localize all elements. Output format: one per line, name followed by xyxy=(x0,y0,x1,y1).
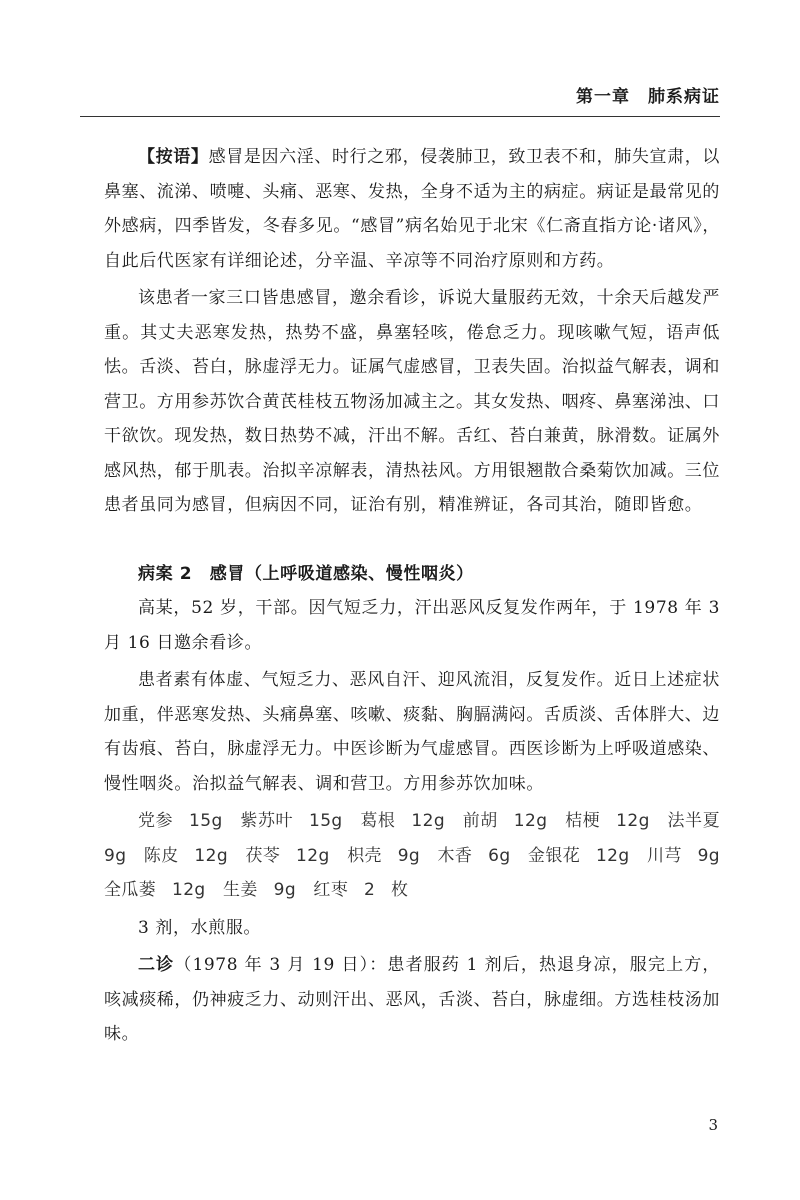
case-analysis-paragraph: 该患者一家三口皆患感冒，邀余看诊，诉说大量服药无效，十余天后越发严重。其丈夫恶寒发热，热势不盛，鼻塞轻咳，倦怠乏力。现咳嗽气短，语声低怯。舌淡、苔白，脉虚浮无力。证属气虚感冒，卫表失固。治拟益气解表，调和营卫。方用参苏饮合黄芪桂枝五物汤加减主之。其女发热、咽疼、鼻塞涕浊、口干欲饮。现发热，数日热势不减，汗出不解。舌红、苔白兼黄，脉滑数。证属外感风热，郁于肌表。治拟辛凉解表，清热祛风。方用银翘散合桑菊饮加减。三位患者虽同为感冒，但病因不同，证治有别，精准辨证，各司其治，随即皆愈。 xyxy=(104,288,720,515)
second-visit-label: 二诊 xyxy=(138,955,175,975)
commentary-label: 【按语】 xyxy=(138,147,209,167)
commentary-paragraph xyxy=(104,140,720,278)
page-content xyxy=(104,140,738,1052)
case-symptoms-paragraph: 患者素有体虚、气短乏力、恶风自汗、迎风流泪，反复发作。近日上述症状加重，伴恶寒发热、头痛鼻塞、咳嗽、痰黏、胸膈满闷。舌质淡、舌体胖大、边有齿痕、苔白，脉虚浮无力。中医诊断为气虚感冒。西医诊断为上呼吸道感染、慢性咽炎。治拟益气解表、调和营卫。方用参苏饮加味。 xyxy=(104,670,720,794)
prescription-text: 党参 15g 紫苏叶 15g 葛根 12g 前胡 12g 桔梗 12g 法半夏 9g 陈皮 12g 茯苓 12g 枳壳 9g 木香 6g 金银花 12g 川芎 9g 全瓜蒌 12g 生姜 9g 红枣 2 枚 xyxy=(104,811,738,900)
case-intro-paragraph: 高某，52 岁，干部。因气短乏力，汗出恶风反复发作两年，于 1978 年 3 月 16 日邀余看诊。 xyxy=(104,598,720,653)
running-head xyxy=(80,86,720,117)
second-visit-paragraph xyxy=(104,948,720,1052)
prescription-block xyxy=(104,804,738,908)
dosage-line: 3 剂，水煎服。 xyxy=(138,917,262,938)
page-number: 3 xyxy=(708,1116,718,1134)
second-visit-text: （1978 年 3 月 19 日）：患者服药 1 剂后，热退身凉，服完上方，咳减痰稀，仍神疲乏力、动则汗出、恶风，舌淡、苔白，脉虚细。方选桂枝汤加味。 xyxy=(104,955,720,1044)
case-heading: 病案 2 感冒（上呼吸道感染、慢性咽炎） xyxy=(138,563,474,584)
commentary-text: 感冒是因六淫、时行之邪，侵袭肺卫，致卫表不和，肺失宣肃，以鼻塞、流涕、喷嚏、头痛、恶寒、发热，全身不适为主的病症。病证是最常见的外感病，四季皆发，冬春多见。“感冒”病名始见于北宋《仁斋直指方论·诸风》，自此后代医家有详细论述，分辛温、辛凉等不同治疗原则和方药。 xyxy=(104,147,720,271)
chapter-title: 第一章 肺系病证 xyxy=(576,87,720,107)
